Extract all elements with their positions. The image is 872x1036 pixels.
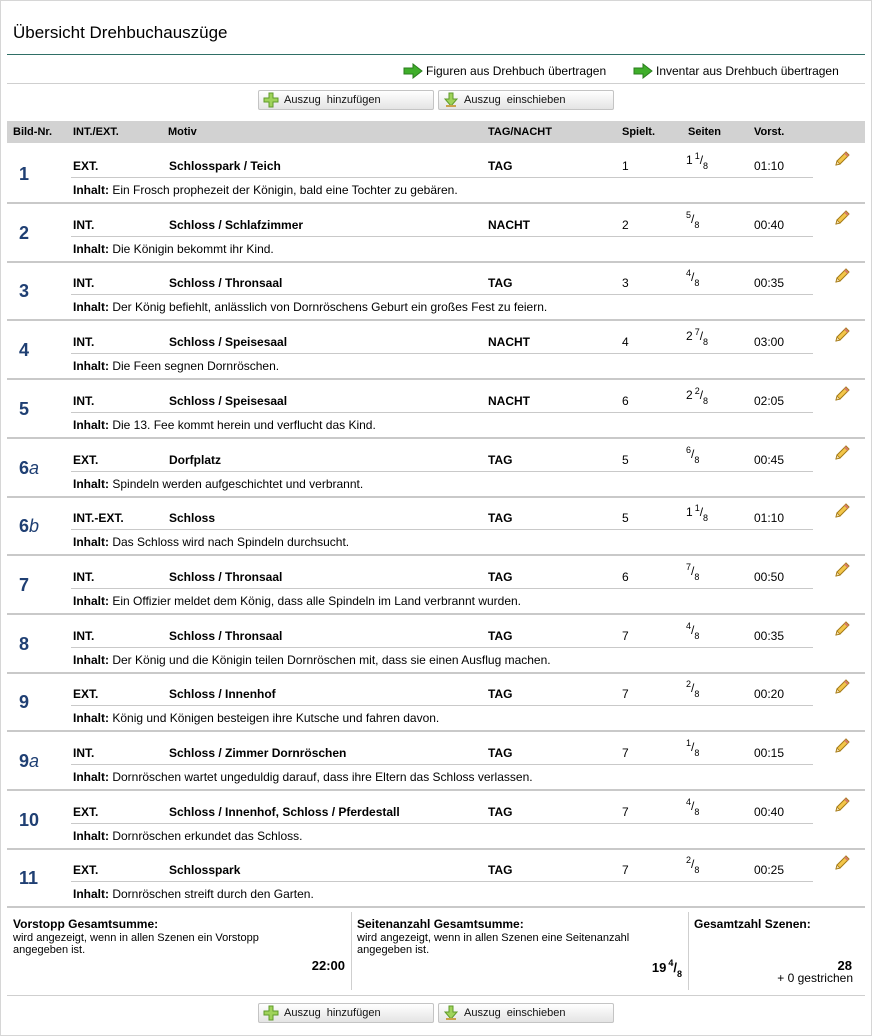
- scene-number[interactable]: [19, 164, 29, 185]
- summary-panel: [7, 908, 865, 994]
- table-row[interactable]: [7, 261, 865, 321]
- cell-spielt: 2: [622, 217, 629, 232]
- row-divider: [71, 236, 813, 237]
- cell-int-ext: EXT.: [73, 863, 99, 878]
- cell-seiten: $^4/_8$: [686, 796, 700, 817]
- summary-vorstopp: [7, 908, 351, 994]
- cell-spielt: 7: [622, 746, 629, 760]
- summary-seiten-title: Seitenanzahl Gesamtsumme:: [357, 917, 524, 931]
- cell-tag-nacht: TAG: [488, 511, 513, 526]
- cell-spielt: 6: [622, 569, 629, 584]
- column-header-tag-nacht[interactable]: TAG/NACHT: [488, 126, 552, 138]
- content-label: Inhalt:: [73, 711, 109, 726]
- content-label: Inhalt:: [73, 476, 109, 491]
- content-text: Die 13. Fee kommt herein und verflucht das Kind.: [112, 417, 376, 432]
- content-label: Inhalt:: [73, 535, 109, 550]
- cell-tag-nacht: TAG: [488, 452, 513, 467]
- cell-content: [73, 418, 376, 432]
- pages-denominator: 8: [703, 395, 709, 406]
- pages-denominator: 8: [694, 571, 700, 582]
- pencil-icon[interactable]: [833, 854, 851, 872]
- cell-spielt: 7: [622, 687, 629, 702]
- cell-motiv: Schloss / Speisesaal: [169, 335, 288, 350]
- cell-seiten: $^5/_8$: [686, 209, 700, 230]
- scene-number-value: 11: [19, 868, 39, 889]
- pencil-icon[interactable]: [833, 150, 851, 168]
- scene-number-value: 7: [19, 574, 30, 595]
- row-divider: [71, 588, 813, 589]
- column-header-int-ext[interactable]: INT./EXT.: [73, 126, 119, 138]
- content-text: Ein Offizier meldet dem König, dass alle Spindeln im Land verbrannt wurden.: [112, 593, 522, 608]
- cell-tag-nacht: NACHT: [488, 335, 530, 350]
- add-excerpt-label: Auszug hinzufügen: [284, 94, 381, 106]
- cell-spielt: 6: [622, 393, 629, 408]
- table-row[interactable]: [7, 848, 865, 908]
- cell-spielt: 5: [622, 452, 629, 467]
- cell-tag-nacht: TAG: [488, 159, 513, 173]
- table-row[interactable]: [7, 672, 865, 732]
- cell-content: [73, 359, 279, 373]
- transfer-bar: [7, 61, 865, 83]
- cell-content: [73, 829, 302, 843]
- cell-vorst: 02:05: [754, 393, 785, 408]
- summary-seiten-desc: wird angezeigt, wenn in allen Szenen eine Seitenanzahl angegeben ist.: [357, 932, 630, 956]
- pencil-icon[interactable]: [833, 620, 851, 638]
- scene-number[interactable]: [19, 634, 29, 655]
- cell-tag-nacht: NACHT: [488, 217, 530, 232]
- insert-excerpt-button[interactable]: [438, 1003, 614, 1023]
- cell-motiv: Schlosspark / Teich: [169, 159, 281, 173]
- pages-numerator: 6: [686, 444, 692, 455]
- row-divider: [71, 705, 813, 706]
- cell-motiv: Schloss / Zimmer Dornröschen: [169, 746, 347, 760]
- pages-whole: 1: [686, 153, 693, 167]
- pages-denominator: 8: [694, 689, 700, 700]
- cell-motiv: Schloss / Schlafzimmer: [169, 217, 304, 232]
- column-header-vorst[interactable]: Vorst.: [754, 126, 785, 138]
- column-header-nr[interactable]: Bild-Nr.: [13, 126, 53, 138]
- cell-content: [73, 477, 363, 491]
- column-header-spielt[interactable]: Spielt.: [622, 126, 656, 138]
- action-bar-top: [1, 90, 872, 114]
- row-divider: [71, 764, 813, 765]
- insert-arrow-icon: [443, 92, 459, 108]
- cell-int-ext: EXT.: [73, 804, 99, 819]
- content-text: Das Schloss wird nach Spindeln durchsucht.: [112, 535, 350, 550]
- cell-seiten: 2 $^2/_8$: [686, 385, 709, 406]
- summary-vorstopp-title: Vorstopp Gesamtsumme:: [13, 917, 159, 931]
- table-header: [7, 121, 865, 143]
- pages-numerator: 4: [686, 268, 692, 279]
- cell-vorst: 03:00: [754, 335, 785, 350]
- cell-tag-nacht: TAG: [488, 804, 513, 819]
- cell-content: [73, 887, 314, 901]
- content-label: Inhalt:: [73, 183, 109, 197]
- content-label: Inhalt:: [73, 652, 109, 667]
- cell-motiv: Schloss: [169, 511, 216, 526]
- content-label: Inhalt:: [73, 417, 109, 432]
- transfer-figures-label: Figuren aus Drehbuch übertragen: [426, 64, 607, 78]
- summary-seiten-num: 4: [668, 958, 674, 968]
- pages-denominator: 8: [694, 806, 700, 817]
- scene-number-value: 8: [19, 633, 30, 654]
- summary-seiten-whole: 19: [651, 960, 667, 975]
- transfer-inventory-label: Inventar aus Drehbuch übertragen: [656, 64, 839, 78]
- content-label: Inhalt:: [73, 770, 109, 784]
- cell-vorst: 00:35: [754, 276, 785, 291]
- pages-numerator: 7: [686, 561, 692, 572]
- cell-seiten: $^2/_8$: [686, 679, 700, 700]
- scene-number[interactable]: [19, 692, 29, 713]
- summary-szenen: [688, 908, 865, 994]
- pencil-icon[interactable]: [833, 561, 851, 579]
- content-label: Inhalt:: [73, 241, 109, 256]
- summary-szenen-sub: + 0 gestrichen: [777, 971, 853, 985]
- content-text: Die Königin bekommt ihr Kind.: [112, 241, 274, 256]
- cell-vorst: 00:25: [754, 863, 785, 878]
- cell-int-ext: INT.: [73, 628, 95, 643]
- scene-number[interactable]: [19, 340, 29, 361]
- table-row[interactable]: [7, 731, 865, 791]
- summary-seiten: [351, 908, 688, 994]
- content-label: Inhalt:: [73, 887, 109, 902]
- cell-tag-nacht: TAG: [488, 569, 513, 584]
- insert-excerpt-button[interactable]: [438, 90, 614, 110]
- table-row[interactable]: [7, 320, 865, 380]
- scene-number-value: 4: [19, 340, 30, 361]
- content-text: Spindeln werden aufgeschichtet und verbrannt.: [112, 476, 364, 491]
- pages-denominator: 8: [694, 865, 700, 876]
- scene-number-value: 5: [19, 398, 30, 419]
- cell-tag-nacht: TAG: [488, 628, 513, 643]
- cell-motiv: Schloss / Speisesaal: [169, 393, 288, 408]
- cell-int-ext: INT.-EXT.: [73, 511, 124, 526]
- table-row[interactable]: [7, 144, 865, 204]
- pages-whole: 1: [686, 505, 693, 520]
- pencil-icon[interactable]: [833, 385, 851, 403]
- cell-spielt: 4: [622, 335, 629, 350]
- cell-int-ext: INT.: [73, 335, 95, 350]
- title-divider: [7, 54, 865, 55]
- insert-excerpt-label: Auszug einschieben: [464, 94, 566, 106]
- cell-seiten: $^7/_8$: [686, 561, 700, 582]
- cell-seiten: $^4/_8$: [686, 620, 700, 641]
- cell-motiv: Schloss / Thronsaal: [169, 628, 283, 643]
- row-divider: [71, 529, 813, 530]
- cell-tag-nacht: TAG: [488, 746, 513, 760]
- cell-vorst: 00:20: [754, 687, 785, 702]
- cell-motiv: Schlosspark: [169, 863, 241, 878]
- cell-vorst: 00:50: [754, 569, 785, 584]
- scene-number-value: 2: [19, 222, 30, 243]
- cell-seiten: $^2/_8$: [686, 855, 700, 876]
- cell-spielt: 5: [622, 511, 629, 526]
- summary-vorstopp-desc: wird angezeigt, wenn in allen Szenen ein Vorstopp angegeben ist.: [13, 932, 259, 956]
- insert-arrow-icon: [443, 1005, 459, 1021]
- content-text: Ein Frosch prophezeit der Königin, bald eine Tochter zu gebären.: [112, 183, 458, 197]
- summary-szenen-title: Gesamtzahl Szenen:: [694, 917, 811, 931]
- scene-number-value: 1: [19, 164, 30, 184]
- cell-content: [73, 711, 439, 725]
- summary-seiten-den: 8: [676, 969, 682, 979]
- scene-number[interactable]: [19, 223, 29, 244]
- pages-numerator: 2: [686, 855, 692, 866]
- pages-numerator: 7: [694, 327, 700, 338]
- content-label: Inhalt:: [73, 593, 109, 608]
- cell-spielt: 1: [622, 159, 629, 173]
- column-header-motiv[interactable]: Motiv: [168, 126, 197, 138]
- transfer-figures-link[interactable]: [403, 61, 606, 81]
- content-label: Inhalt:: [73, 828, 109, 843]
- pencil-icon[interactable]: [833, 267, 851, 285]
- cell-vorst: 00:15: [754, 746, 785, 760]
- cell-content: [73, 183, 458, 197]
- cell-spielt: 7: [622, 628, 629, 643]
- content-text: Der König befiehlt, anlässlich von Dornröschens Geburt ein großes Fest zu feiern.: [112, 300, 548, 315]
- cell-int-ext: INT.: [73, 217, 95, 232]
- transfer-inventory-link[interactable]: [633, 61, 839, 81]
- scene-number[interactable]: [19, 868, 38, 889]
- scene-number-value: 9: [19, 751, 30, 771]
- green-arrow-right-icon: [403, 63, 423, 79]
- add-excerpt-button[interactable]: [258, 1003, 434, 1023]
- pages-numerator: 1: [686, 738, 692, 748]
- row-divider: [71, 881, 813, 882]
- table-row[interactable]: [7, 203, 865, 263]
- scene-number-suffix: b: [29, 516, 40, 537]
- scene-number-value: 3: [19, 281, 30, 302]
- cell-vorst: 00:45: [754, 452, 785, 467]
- cell-vorst: 00:40: [754, 217, 785, 232]
- pencil-icon[interactable]: [833, 209, 851, 227]
- scene-number-value: 6: [19, 457, 30, 478]
- cell-spielt: 3: [622, 276, 629, 291]
- table-row[interactable]: [7, 496, 865, 556]
- content-label: Inhalt:: [73, 359, 109, 374]
- cell-spielt: 7: [622, 863, 629, 878]
- cell-content: [73, 300, 547, 314]
- cell-vorst: 01:10: [754, 511, 785, 526]
- row-divider: [71, 412, 813, 413]
- page-title: Übersicht Drehbuchauszüge: [13, 23, 228, 42]
- row-divider: [71, 353, 813, 354]
- pages-whole: 2: [686, 329, 693, 344]
- cell-tag-nacht: NACHT: [488, 393, 530, 408]
- add-excerpt-button[interactable]: [258, 90, 434, 110]
- green-arrow-right-icon: [633, 63, 653, 79]
- cell-content: [73, 594, 521, 608]
- summary-szenen-value: 28: [837, 958, 852, 973]
- cell-content: [73, 770, 533, 784]
- pencil-icon[interactable]: [833, 678, 851, 696]
- scene-number-value: 6: [19, 516, 30, 537]
- column-header-seiten[interactable]: Seiten: [688, 126, 722, 138]
- scene-number[interactable]: [19, 516, 39, 537]
- cell-motiv: Dorfplatz: [169, 452, 221, 467]
- pages-numerator: 2: [686, 679, 692, 690]
- cell-seiten: $^4/_8$: [686, 268, 700, 289]
- row-divider: [71, 647, 813, 648]
- cell-tag-nacht: TAG: [488, 863, 513, 878]
- cell-int-ext: INT.: [73, 393, 95, 408]
- pages-denominator: 8: [703, 337, 709, 348]
- insert-excerpt-label: Auszug einschieben: [464, 1007, 566, 1019]
- pages-denominator: 8: [694, 219, 700, 230]
- cell-seiten: 1 $^1/_8$: [686, 151, 709, 171]
- content-text: Die Feen segnen Dornröschen.: [112, 359, 280, 374]
- scene-number[interactable]: [19, 281, 29, 302]
- cell-content: [73, 242, 274, 256]
- cell-int-ext: INT.: [73, 276, 95, 291]
- pencil-icon[interactable]: [833, 796, 851, 814]
- add-excerpt-label: Auszug hinzufügen: [284, 1007, 381, 1019]
- action-bar-bottom: [1, 1003, 872, 1027]
- cell-seiten: $^6/_8$: [686, 444, 700, 465]
- cell-int-ext: EXT.: [73, 159, 99, 173]
- cell-vorst: 00:35: [754, 628, 785, 643]
- pages-denominator: 8: [694, 748, 700, 758]
- cell-int-ext: EXT.: [73, 452, 99, 467]
- cell-motiv: Schloss / Innenhof, Schloss / Pferdestall: [169, 804, 400, 819]
- pages-numerator: 5: [686, 209, 692, 220]
- divider: [7, 83, 865, 84]
- pages-numerator: 4: [686, 796, 692, 807]
- pencil-icon[interactable]: [833, 737, 851, 755]
- scene-number-suffix: a: [29, 751, 40, 771]
- pages-numerator: 2: [694, 385, 700, 396]
- cell-motiv: Schloss / Thronsaal: [169, 276, 283, 291]
- green-plus-icon: [263, 1005, 279, 1021]
- table-row[interactable]: [7, 379, 865, 439]
- pencil-icon[interactable]: [833, 444, 851, 462]
- pages-whole: 2: [686, 387, 693, 402]
- pages-denominator: 8: [703, 161, 709, 171]
- scene-number[interactable]: [19, 751, 39, 772]
- content-text: Dornröschen streift durch den Garten.: [112, 887, 314, 902]
- cell-tag-nacht: TAG: [488, 687, 513, 702]
- content-text: Der König und die Königin teilen Dornröschen mit, dass sie einen Ausflug machen.: [112, 652, 551, 667]
- cell-content: [73, 535, 349, 549]
- pages-denominator: 8: [694, 278, 700, 289]
- cell-int-ext: EXT.: [73, 687, 99, 702]
- cell-seiten: $^1/_8$: [686, 738, 700, 758]
- table-row[interactable]: [7, 790, 865, 850]
- pencil-icon[interactable]: [833, 326, 851, 344]
- pages-denominator: 8: [694, 630, 700, 641]
- content-label: Inhalt:: [73, 300, 109, 315]
- row-divider: [71, 471, 813, 472]
- scene-number-value: 9: [19, 692, 30, 713]
- cell-int-ext: INT.: [73, 746, 95, 760]
- cell-tag-nacht: TAG: [488, 276, 513, 291]
- scene-number[interactable]: [19, 399, 29, 420]
- pages-denominator: 8: [694, 454, 700, 465]
- cell-motiv: Schloss / Thronsaal: [169, 569, 283, 584]
- divider: [7, 995, 865, 996]
- green-plus-icon: [263, 92, 279, 108]
- cell-content: [73, 653, 551, 667]
- summary-seiten-value: 19 $^4/_8$: [651, 958, 682, 979]
- content-text: König und Königen besteigen ihre Kutsche und fahren davon.: [112, 711, 440, 726]
- cell-int-ext: INT.: [73, 569, 95, 584]
- table-row[interactable]: [7, 614, 865, 674]
- pencil-icon[interactable]: [833, 502, 851, 520]
- scene-number-suffix: a: [29, 457, 40, 478]
- pages-numerator: 1: [694, 151, 700, 161]
- pages-numerator: 4: [686, 620, 692, 631]
- summary-vorstopp-value: 22:00: [311, 958, 345, 973]
- scene-number-value: 10: [19, 809, 40, 830]
- table-row[interactable]: [7, 555, 865, 615]
- cell-vorst: 01:10: [754, 159, 785, 173]
- content-text: Dornröschen wartet ungeduldig darauf, dass ihre Eltern das Schloss verlassen.: [112, 770, 533, 784]
- scene-number[interactable]: [19, 575, 29, 596]
- content-text: Dornröschen erkundet das Schloss.: [112, 828, 303, 843]
- row-divider: [71, 294, 813, 295]
- cell-vorst: 00:40: [754, 804, 785, 819]
- scene-number[interactable]: [19, 810, 39, 831]
- cell-spielt: 7: [622, 804, 629, 819]
- pages-numerator: 1: [694, 503, 700, 514]
- cell-seiten: 1 $^1/_8$: [686, 503, 709, 524]
- cell-motiv: Schloss / Innenhof: [169, 687, 276, 702]
- pages-denominator: 8: [703, 513, 709, 524]
- row-divider: [71, 177, 813, 178]
- cell-seiten: 2 $^7/_8$: [686, 327, 709, 348]
- table-row[interactable]: [7, 438, 865, 498]
- scene-number[interactable]: [19, 458, 39, 479]
- row-divider: [71, 823, 813, 824]
